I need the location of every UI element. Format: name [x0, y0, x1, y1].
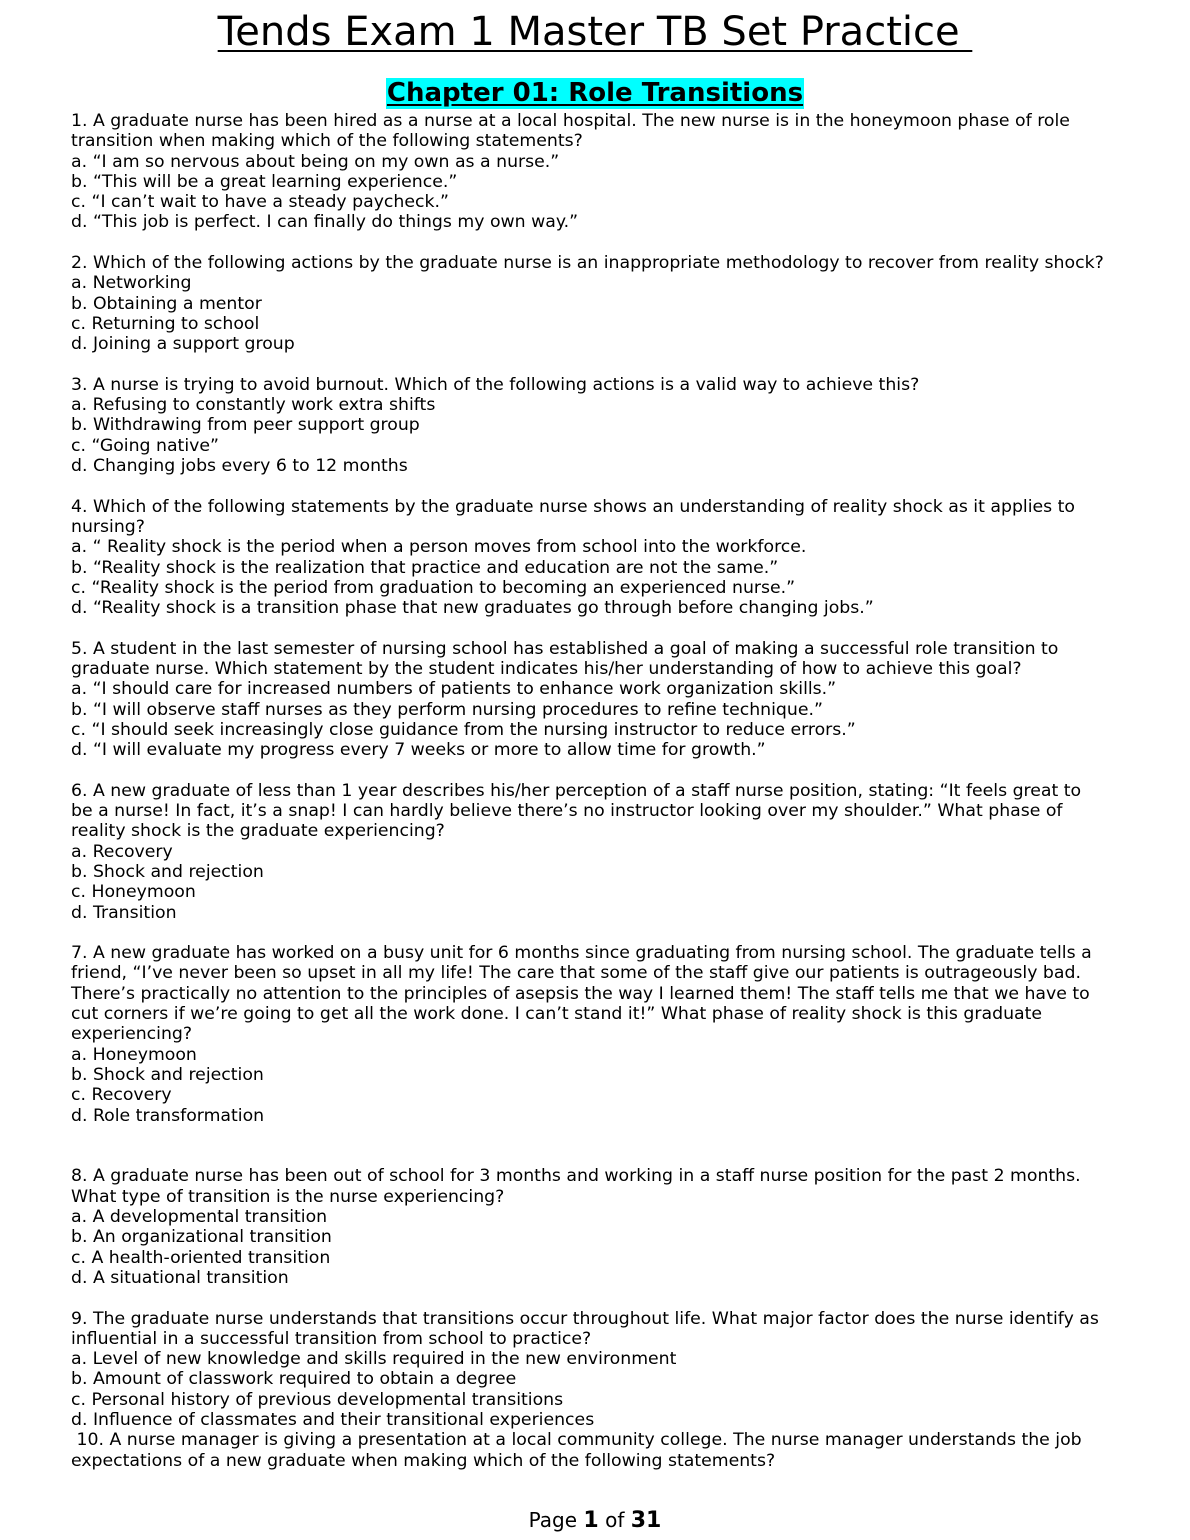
question-stem: 2. Which of the following actions by the graduate nurse is an inappropriate methodology to recover from reality shock?: [71, 253, 1104, 274]
answer-option: a. A developmental transition: [71, 1207, 328, 1228]
document-title: Tends Exam 1 Master TB Set Practice: [217, 9, 973, 55]
current-page: 1: [583, 1508, 599, 1533]
answer-option: d. Transition: [71, 902, 177, 923]
chapter-heading: Chapter 01: Role Transitions: [386, 78, 804, 108]
answer-option: d. Influence of classmates and their transitional experiences: [71, 1410, 595, 1430]
answer-option: b. “Reality shock is the realization that practice and education are not the same.”: [71, 557, 779, 578]
question-stem: experiencing?: [71, 1024, 193, 1045]
answer-option: b. Obtaining a mentor: [71, 293, 262, 314]
question-stem: 7. A new graduate has worked on a busy unit for 6 months since graduating from nursing school. The graduate tells a: [71, 943, 1092, 964]
answer-option: c. Returning to school: [71, 313, 260, 334]
question-3: [71, 375, 1131, 476]
question-stem: expectations of a new graduate when making which of the following statements?: [71, 1450, 776, 1471]
question-stem: 5. A student in the last semester of nursing school has established a goal of making a successful role transition to: [71, 638, 1059, 659]
answer-option: a. Networking: [71, 273, 192, 294]
answer-option: c. Recovery: [71, 1085, 172, 1106]
answer-option: c. A health-oriented transition: [71, 1247, 331, 1268]
answer-option: b. Shock and rejection: [71, 861, 264, 882]
answer-option: c. “I can’t wait to have a steady paycheck.”: [71, 192, 449, 213]
question-stem: graduate nurse. Which statement by the student indicates his/her understanding of how to achieve this goal?: [71, 659, 1022, 680]
question-stem: What type of transition is the nurse experiencing?: [71, 1186, 505, 1207]
answer-option: d. “This job is perfect. I can finally do things my own way.”: [71, 212, 579, 233]
answer-option: d. Joining a support group: [71, 334, 295, 355]
chapter-heading-container: [0, 78, 1190, 109]
question-5: [71, 639, 1131, 761]
question-6: [71, 781, 1131, 923]
page-label: Page: [528, 1508, 584, 1532]
question-1: [71, 111, 1131, 233]
answer-option: b. “I will observe staff nurses as they perform nursing procedures to refine technique.”: [71, 699, 823, 720]
question-9: [71, 1309, 1131, 1431]
question-stem: influential in a successful transition from school to practice?: [71, 1328, 592, 1349]
page-of-label: of: [598, 1508, 631, 1532]
question-4: [71, 497, 1131, 619]
answer-option: c. Honeymoon: [71, 882, 196, 903]
answer-option: b. Amount of classwork required to obtain a degree: [71, 1369, 517, 1390]
answer-option: c. Personal history of previous developmental transitions: [71, 1389, 564, 1410]
answer-option: c. “Going native”: [71, 435, 219, 456]
answer-option: c. “I should seek increasingly close guidance from the nursing instructor to reduce errors.”: [71, 719, 856, 740]
answer-option: a. Level of new knowledge and skills required in the new environment: [71, 1349, 677, 1370]
answer-option: b. Withdrawing from peer support group: [71, 415, 420, 436]
answer-option: d. Role transformation: [71, 1105, 265, 1126]
question-10: [71, 1430, 1131, 1471]
question-stem: 6. A new graduate of less than 1 year describes his/her perception of a staff nurse position, stating: “It feels great to: [71, 780, 1082, 801]
question-stem: 8. A graduate nurse has been out of school for 3 months and working in a staff nurse position for the past 2 months.: [71, 1166, 1081, 1187]
answer-option: b. “This will be a great learning experience.”: [71, 171, 458, 192]
question-stem: be a nurse! In fact, it’s a snap! I can hardly believe there’s no instructor looking over my shoulder.” What phase of: [71, 801, 1063, 822]
question-8: [71, 1166, 1131, 1288]
question-stem: cut corners if we’re going to get all the work done. I can’t stand it!” What phase of reality shock is this graduate: [71, 1004, 1043, 1025]
question-stem: 10. A nurse manager is giving a presentation at a local community college. The nurse manager understands the job: [71, 1430, 1082, 1451]
answer-option: a. “I am so nervous about being on my own as a nurse.”: [71, 151, 560, 172]
answer-option: a. “I should care for increased numbers of patients to enhance work organization skills.”: [71, 679, 837, 700]
answer-option: a. Honeymoon: [71, 1044, 197, 1065]
answer-option: b. Shock and rejection: [71, 1064, 264, 1085]
question-stem: 3. A nurse is trying to avoid burnout. Which of the following actions is a valid way to achieve this?: [71, 374, 920, 395]
page-number: [0, 1507, 1190, 1534]
question-stem: 1. A graduate nurse has been hired as a nurse at a local hospital. The new nurse is in the honeymoon phase of role: [71, 111, 1070, 131]
question-7: [71, 943, 1131, 1126]
answer-option: a. “ Reality shock is the period when a person moves from school into the workforce.: [71, 537, 807, 558]
answer-option: d. “I will evaluate my progress every 7 weeks or more to allow time for growth.”: [71, 740, 766, 761]
question-stem: There’s practically no attention to the principles of asepsis the way I learned them! The staff tells me that we have to: [71, 983, 1090, 1004]
question-stem: friend, “I’ve never been so upset in all my life! The care that some of the staff give our patients is outrageously bad.: [71, 963, 1081, 984]
answer-option: a. Refusing to constantly work extra shifts: [71, 395, 436, 416]
answer-option: b. An organizational transition: [71, 1227, 332, 1248]
answer-option: d. Changing jobs every 6 to 12 months: [71, 456, 408, 477]
question-stem: reality shock is the graduate experiencing?: [71, 821, 445, 842]
question-list: [71, 111, 1131, 1471]
answer-option: a. Recovery: [71, 841, 173, 862]
question-stem: 9. The graduate nurse understands that transitions occur throughout life. What major factor does the nurse identify as: [71, 1308, 1099, 1329]
question-2: [71, 253, 1131, 354]
answer-option: d. “Reality shock is a transition phase that new graduates go through before changing jobs.”: [71, 598, 874, 619]
answer-option: d. A situational transition: [71, 1267, 289, 1288]
question-stem: transition when making which of the following statements?: [71, 131, 583, 152]
answer-option: c. “Reality shock is the period from graduation to becoming an experienced nurse.”: [71, 577, 796, 598]
question-stem: nursing?: [71, 516, 145, 537]
question-stem: 4. Which of the following statements by the graduate nurse shows an understanding of reality shock as it applies to: [71, 496, 1075, 517]
total-pages: 31: [630, 1508, 662, 1533]
